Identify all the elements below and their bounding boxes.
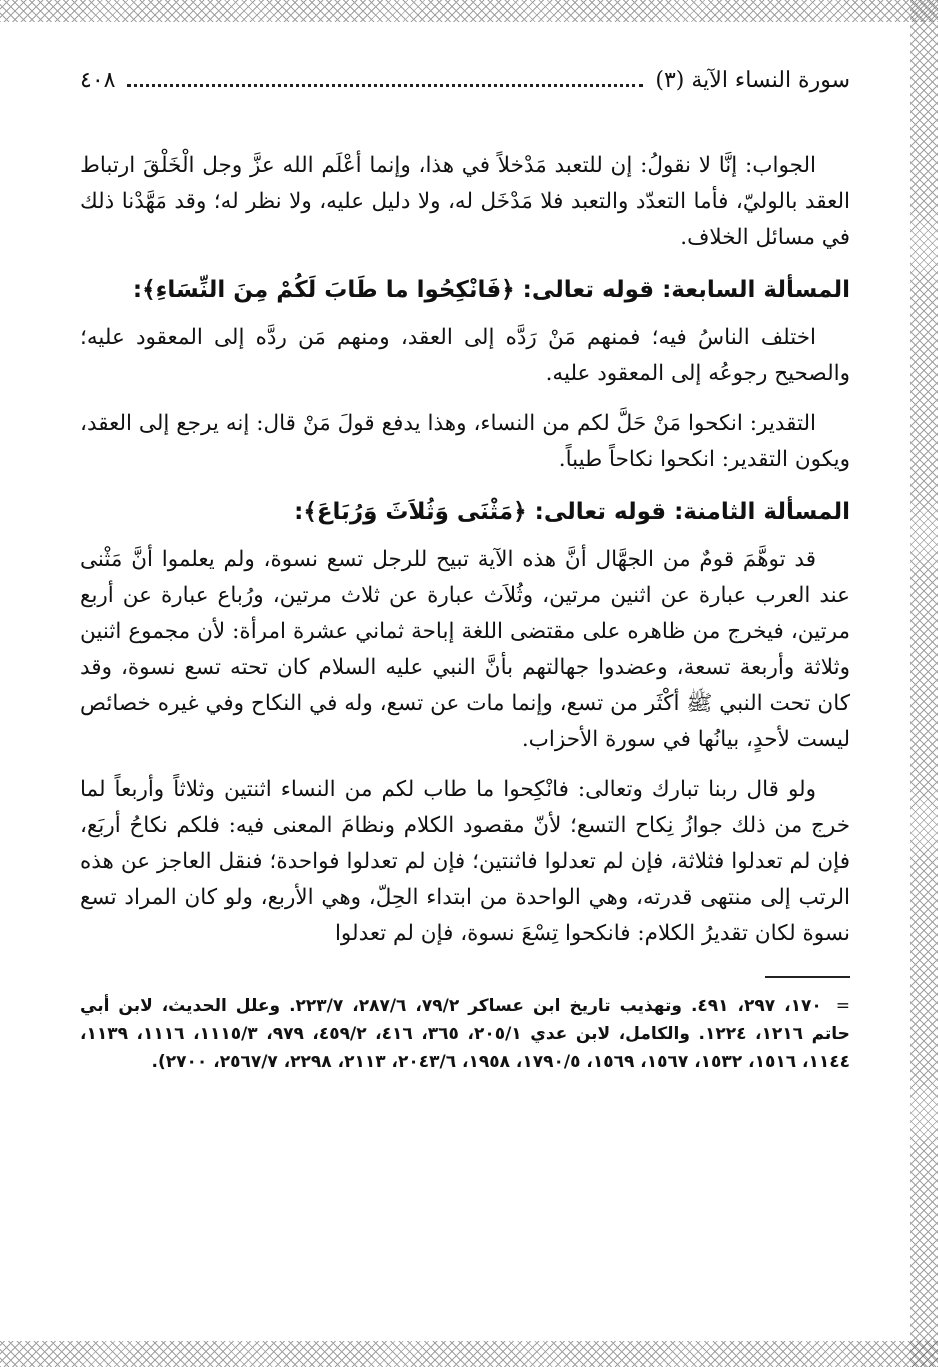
footnote-text: ١٧٠، ٢٩٧، ٤٩١. وتهذيب تاريخ ابن عساكر ٧٩/٢، ٢٨٧/٦، ٢٢٣/٧. وعلل الحديث، لابن أبي حاتم ١٢١٦، ١٢٢٤. والكامل، لابن عدي ٢٠٥/١، ٣٦٥، ٤١٦، ٤٥٩/٢، ٩٧٩، ١١١٥/٣، ١١١٦، ١١٣٩، ١١٤٤، ١٥١٦، ١٥٣٢، ١٥٦٧، ١٥٦٩، ١٧٩٠/٥، ١٩٥٨، ٢٠٤٣/٦، ٢١١٣، ٢٢٩٨، ٢٥٦٧/٧، ٢٧٠٠). [80,996,850,1072]
header-dot-leader [127,84,643,87]
decorative-border-bottom [0,1341,938,1367]
running-header [80,60,850,100]
paragraph-answer: الجواب: إنَّا لا نقولُ: إن للتعبد مَدْخلاً في هذا، وإنما أعْلَم الله عزَّ وجل الْخَلْقَ ارتباط العقد بالوليّ، فأما التعدّد والتعبد فلا مَدْخَل له، ولا دليل عليه، ولا نظر له؛ وقد مَهَّدْنا ذلك في مسائل الخلاف. [80,153,850,250]
footnote [80,992,850,1076]
paragraph-disagreement: اختلف الناسُ فيه؛ فمنهم مَنْ رَدَّه إلى العقد، ومنهم مَن ردَّه إلى المعقود عليه؛ والصحيح رجوعُه إلى المعقود عليه. [80,325,850,386]
page-body [80,148,850,952]
decorative-border-top [0,0,938,22]
chapter-title: سورة النساء الآية (٣) [655,67,850,93]
decorative-border-right [910,0,938,1367]
heading-seventh-issue: المسألة السابعة: قوله تعالى: ﴿فَانْكِحُوا ما طَابَ لَكُمْ مِنَ النِّسَاءِ﴾: [132,277,850,303]
footnote-continuation-marker: = [835,996,850,1016]
paragraph-misconception: قد توهَّمَ قومٌ من الجهَّال أنَّ هذه الآية تبيح للرجل تسع نسوة، ولم يعلموا أنَّ مَثْنى عند العرب عبارة عن اثنين مرتين، وثُلاَث عبارة عن ثلاث مرتين، ورُباع عبارة عن أربع مرتين، فيخرج من ظاهره على مقتضى اللغة إباحة ثماني عشرة امرأة: لأن مجموع اثنين وثلاثة وأربعة تسعة، وعضدوا جهالتهم بأنَّ النبي عليه السلام كان تحته تسع نسوة، وقد كان تحت النبي ﷺ أكْثَر من تسع، وإنما مات عن تسع، وله في النكاح وفي غيره خصائص ليست لأحدٍ، بيانُها في سورة الأحزاب. [80,547,850,752]
page-number: ٤٠٨ [80,67,116,93]
footnote-separator [765,976,850,978]
book-page [80,60,850,1076]
paragraph-meaning: ولو قال ربنا تبارك وتعالى: فانْكِحوا ما طاب لكم من النساء اثنتين وثلاثاً وأربعاً لما خرج من ذلك جوازُ نِكاح التسع؛ لأنّ مقصود الكلام ونظامَ المعنى فيه: فلكم نكاحُ أربَع، فإن لم تعدلوا فثلاثة، فإن لم تعدلوا فاثنتين؛ فإن لم تعدلوا فواحدة؛ فنقل العاجز عن هذه الرتب إلى منتهى قدرته، وهي الواحدة من ابتداء الحِلّ، وهي الأربع، ولو كان المراد تسع نسوة لكان تقديرُ الكلام: فانكحوا تِسْعَ نسوة، فإن لم تعدلوا [80,777,850,946]
heading-eighth-issue: المسألة الثامنة: قوله تعالى: ﴿مَثْنَى وَثُلاَثَ وَرُبَاعَ﴾: [294,499,850,525]
paragraph-estimation: التقدير: انكحوا مَنْ حَلَّ لكم من النساء، وهذا يدفع قولَ مَنْ قال: إنه يرجع إلى العقد، ويكون التقدير: انكحوا نكاحاً طيباً. [80,411,850,472]
